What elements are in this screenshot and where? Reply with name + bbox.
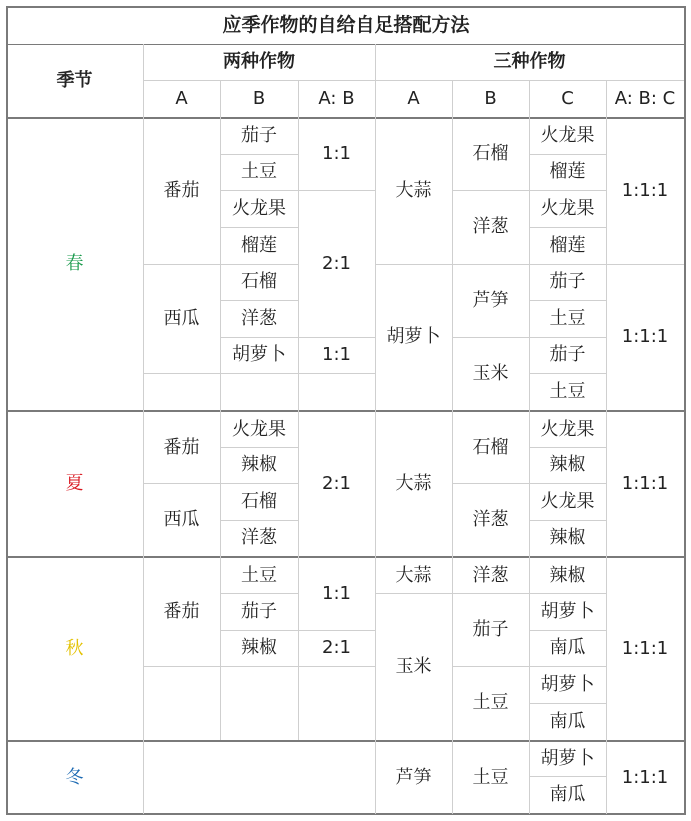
crop-cell: 大蒜	[395, 564, 432, 586]
crop-cell: 火龙果	[540, 418, 595, 440]
crop-cell: 南瓜	[549, 783, 586, 805]
header-three-col-c: C	[561, 87, 574, 109]
crop-cell: 胡萝卜	[540, 600, 595, 622]
header-three-crops: 三种作物	[493, 51, 566, 72]
crop-cell: 石榴	[472, 143, 509, 164]
crop-cell: 石榴	[241, 490, 277, 512]
crop-cell: 火龙果	[540, 125, 595, 146]
crop-cell: 辣椒	[549, 454, 586, 475]
header-three-ratio: A: B: C	[614, 87, 676, 109]
crop-cell: 西瓜	[163, 508, 200, 530]
crop-cell: 番茄	[163, 180, 200, 201]
crop-cell: 火龙果	[540, 197, 595, 219]
crop-cell: 大蒜	[395, 473, 432, 494]
crop-cell: 辣椒	[549, 564, 586, 586]
ratio-cell: 2:1	[322, 637, 351, 658]
crop-cell: 洋葱	[472, 216, 509, 237]
crop-cell: 洋葱	[241, 527, 277, 548]
crop-cell: 大蒜	[395, 180, 432, 201]
ratio-cell: 1:1:1	[621, 326, 669, 347]
header-three-col-a: A	[407, 87, 420, 109]
crop-cell: 土豆	[549, 307, 586, 329]
crop-cell: 洋葱	[241, 307, 277, 329]
season-spring: 春	[65, 253, 84, 274]
crop-cell: 南瓜	[549, 637, 586, 658]
crop-cell: 土豆	[241, 161, 277, 182]
crop-cell: 土豆	[472, 766, 509, 788]
ratio-cell: 2:1	[322, 252, 351, 274]
crop-cell: 西瓜	[163, 307, 200, 329]
crop-cell: 火龙果	[540, 490, 595, 512]
ratio-cell: 1:1:1	[621, 180, 669, 201]
crop-cell: 胡萝卜	[540, 748, 595, 769]
header-two-crops: 两种作物	[223, 51, 295, 72]
season-winter: 冬	[65, 766, 84, 788]
row-line	[143, 373, 375, 374]
crop-cell: 芦笋	[395, 766, 432, 788]
season-summer: 夏	[65, 473, 84, 494]
table-title: 应季作物的自给自足搭配方法	[222, 13, 470, 36]
crop-cell: 辣椒	[549, 527, 586, 548]
crop-cell: 南瓜	[549, 710, 586, 732]
ratio-cell: 1:1	[322, 344, 351, 365]
crop-cell: 辣椒	[241, 454, 277, 475]
crop-cell: 茄子	[549, 344, 586, 365]
crop-cell: 榴莲	[241, 234, 277, 256]
crop-cell: 榴莲	[549, 234, 586, 256]
crop-cell: 火龙果	[232, 418, 286, 440]
crop-cell: 茄子	[472, 618, 509, 640]
frame-bottom	[6, 813, 686, 815]
crop-cell: 土豆	[241, 564, 277, 586]
season-autumn: 秋	[65, 638, 84, 659]
crop-cell: 榴莲	[549, 161, 586, 182]
ratio-cell: 1:1:1	[621, 638, 669, 659]
row-line	[143, 666, 375, 667]
ratio-cell: 2:1	[322, 473, 351, 494]
header-season: 季节	[56, 70, 93, 91]
crop-cell: 石榴	[241, 271, 277, 292]
crop-cell: 玉米	[395, 655, 432, 677]
crop-cell: 洋葱	[472, 508, 509, 530]
crop-cell: 胡萝卜	[540, 673, 595, 695]
crop-cell: 洋葱	[472, 564, 509, 586]
crop-cell: 茄子	[549, 271, 586, 292]
header-two-col-a: A	[175, 87, 188, 109]
ratio-cell: 1:1	[322, 143, 351, 164]
ratio-cell: 1:1:1	[621, 473, 669, 494]
crop-cell: 土豆	[472, 692, 509, 713]
crop-cell: 番茄	[163, 436, 200, 458]
crop-cell: 胡萝卜	[232, 344, 286, 365]
crop-cell: 胡萝卜	[386, 326, 441, 347]
crop-cell: 茄子	[241, 125, 277, 146]
crop-cell: 茄子	[241, 600, 277, 622]
crop-cell: 辣椒	[241, 637, 277, 658]
crop-cell: 番茄	[163, 601, 200, 622]
crop-cell: 土豆	[549, 380, 586, 402]
crop-cell: 芦笋	[472, 289, 509, 311]
header-two-ratio: A: B	[318, 87, 355, 109]
ratio-cell: 1:1	[322, 583, 351, 604]
crop-cell: 火龙果	[232, 197, 286, 219]
ratio-cell: 1:1:1	[621, 766, 669, 788]
crop-pairing-table	[6, 6, 686, 814]
crop-cell: 玉米	[472, 362, 509, 384]
crop-cell: 石榴	[472, 436, 509, 458]
header-two-col-b: B	[252, 87, 266, 109]
header-three-col-b: B	[484, 87, 497, 109]
